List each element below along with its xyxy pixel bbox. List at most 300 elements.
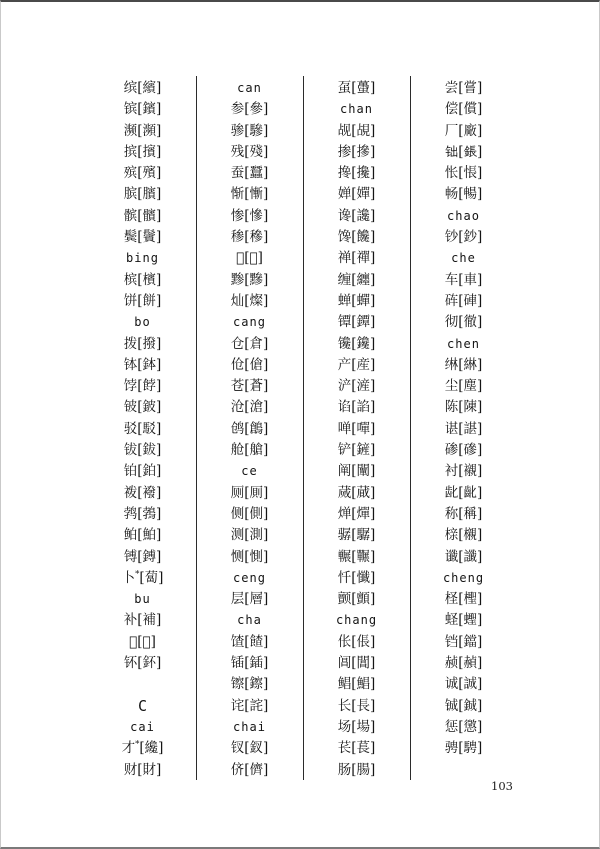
simplified-char: 拨 bbox=[123, 335, 138, 352]
traditional-char: [鯧] bbox=[351, 676, 376, 693]
traditional-char: [撥] bbox=[137, 335, 162, 352]
simplified-char: 车 bbox=[444, 271, 459, 288]
traditional-char: [鏟] bbox=[351, 442, 376, 459]
traditional-char: [鑱] bbox=[351, 335, 376, 352]
entry-row bbox=[303, 355, 410, 376]
entry-row bbox=[196, 547, 303, 568]
entry-row bbox=[89, 184, 196, 205]
simplified-char: 镡 bbox=[337, 314, 352, 331]
column-3 bbox=[303, 78, 410, 781]
traditional-char: [驂] bbox=[244, 122, 269, 139]
entry-row bbox=[196, 483, 303, 504]
simplified-char: 钹 bbox=[123, 442, 138, 459]
traditional-char: [鈹] bbox=[137, 399, 162, 416]
simplified-char: 舱 bbox=[230, 442, 245, 459]
entry-row bbox=[196, 163, 303, 184]
entry-row bbox=[89, 461, 196, 482]
entry-row bbox=[303, 760, 410, 781]
simplified-char: 衬 bbox=[444, 463, 459, 480]
simplified-char: 鹁 bbox=[123, 505, 138, 522]
simplified-char: 惨 bbox=[230, 207, 245, 224]
entry-row bbox=[410, 312, 517, 333]
traditional-char: [黲] bbox=[244, 271, 269, 288]
simplified-char: 厂 bbox=[444, 122, 459, 139]
simplified-char: 禅 bbox=[337, 250, 352, 267]
entry-row bbox=[410, 717, 517, 738]
entry-row bbox=[89, 653, 196, 674]
simplified-char: 鲳 bbox=[337, 676, 352, 693]
traditional-char: [參] bbox=[244, 101, 269, 118]
traditional-char: [補] bbox=[137, 612, 162, 629]
column-2 bbox=[196, 78, 303, 781]
entry-row bbox=[303, 248, 410, 269]
simplified-char: 怅 bbox=[444, 165, 459, 182]
entry-row bbox=[196, 397, 303, 418]
entry-row bbox=[89, 121, 196, 142]
traditional-char: [蔔] bbox=[139, 569, 164, 586]
entry-row bbox=[196, 270, 303, 291]
entry-row bbox=[303, 568, 410, 589]
traditional-char: [側] bbox=[244, 505, 269, 522]
entry-row bbox=[303, 227, 410, 248]
entry-row bbox=[410, 78, 517, 99]
simplified-char: 层 bbox=[230, 591, 245, 608]
simplified-char: 铛 bbox=[444, 633, 459, 650]
traditional-char: [鶬] bbox=[244, 420, 269, 437]
entry-row bbox=[410, 461, 517, 482]
entry-row bbox=[89, 738, 196, 759]
entry-row bbox=[89, 206, 196, 227]
entry-row bbox=[303, 674, 410, 695]
entry-row bbox=[89, 142, 196, 163]
entry-row bbox=[410, 738, 517, 759]
simplified-char: 钗 bbox=[230, 740, 245, 757]
traditional-char: [燀] bbox=[351, 505, 376, 522]
entry-row bbox=[196, 248, 303, 269]
simplified-char: 测 bbox=[230, 527, 245, 544]
simplified-char: 场 bbox=[337, 718, 352, 735]
entry-row bbox=[196, 632, 303, 653]
entry-row bbox=[410, 142, 517, 163]
simplified-char: 镵 bbox=[337, 335, 352, 352]
traditional-char: [餑] bbox=[137, 378, 162, 395]
simplified-char: 𬖁 bbox=[236, 250, 245, 267]
entry-row bbox=[303, 653, 410, 674]
traditional-char: [場] bbox=[351, 718, 376, 735]
simplified-char: 锸 bbox=[230, 655, 245, 672]
simplified-char: 冁 bbox=[337, 548, 352, 565]
entry-row bbox=[89, 227, 196, 248]
simplified-char: 钞 bbox=[444, 229, 459, 246]
entry-row bbox=[303, 525, 410, 546]
entry-row bbox=[303, 483, 410, 504]
simplified-char: 残 bbox=[230, 143, 245, 160]
pinyin-header: bu bbox=[134, 592, 151, 607]
simplified-char: 鬓 bbox=[123, 229, 138, 246]
traditional-char: [燦] bbox=[244, 292, 269, 309]
entry-row bbox=[89, 397, 196, 418]
simplified-char: 畅 bbox=[444, 186, 459, 203]
traditional-char: [摻] bbox=[351, 143, 376, 160]
simplified-char: 铖 bbox=[444, 697, 459, 714]
traditional-char: [驏] bbox=[351, 527, 376, 544]
simplified-char: 龀 bbox=[444, 484, 459, 501]
simplified-char: 伧 bbox=[230, 356, 245, 373]
simplified-char: 𬊤 bbox=[337, 505, 352, 522]
entry-row bbox=[89, 610, 196, 631]
traditional-char: [纔] bbox=[139, 740, 164, 757]
simplified-char: 碜 bbox=[444, 442, 459, 459]
traditional-char: [纏] bbox=[351, 271, 376, 288]
simplified-char: 阐 bbox=[337, 463, 352, 480]
simplified-char: 侧 bbox=[230, 505, 245, 522]
entry-row bbox=[196, 440, 303, 461]
simplified-char: 𨱄 bbox=[444, 143, 459, 160]
traditional-char: [誠] bbox=[458, 676, 483, 693]
traditional-char: [鈈] bbox=[137, 655, 162, 672]
traditional-char: [綝] bbox=[458, 356, 483, 373]
entry-row bbox=[89, 760, 196, 781]
traditional-char: [倉] bbox=[244, 335, 269, 352]
simplified-char: 产 bbox=[337, 356, 352, 373]
simplified-char: 苌 bbox=[337, 740, 352, 757]
entry-row bbox=[410, 291, 517, 312]
blank-row bbox=[89, 674, 196, 695]
simplified-char: 铍 bbox=[123, 399, 138, 416]
traditional-char: [嘗] bbox=[458, 80, 483, 96]
traditional-char: [繽] bbox=[137, 80, 162, 96]
simplified-char: 补 bbox=[123, 612, 138, 629]
simplified-char: 殡 bbox=[123, 165, 138, 182]
simplified-char: 参 bbox=[230, 101, 245, 118]
simplified-char: 砗 bbox=[444, 292, 459, 309]
traditional-char: [暢] bbox=[458, 186, 483, 203]
entry-row bbox=[303, 504, 410, 525]
simplified-char: 馋 bbox=[337, 229, 352, 246]
traditional-char: [儕] bbox=[244, 761, 269, 778]
simplified-char: 濒 bbox=[123, 122, 138, 139]
entry-row bbox=[410, 419, 517, 440]
traditional-char: [鐺] bbox=[458, 633, 483, 650]
traditional-char: [殘] bbox=[244, 143, 269, 160]
traditional-char: [檉] bbox=[458, 591, 483, 608]
entry-row bbox=[410, 397, 517, 418]
traditional-char: [滄] bbox=[244, 399, 269, 416]
traditional-char: [償] bbox=[458, 101, 483, 118]
simplified-char: 赪 bbox=[444, 655, 459, 672]
entry-row bbox=[89, 568, 196, 589]
entry-row bbox=[196, 504, 303, 525]
entry-row bbox=[303, 696, 410, 717]
pinyin-header: chao bbox=[447, 208, 480, 223]
traditional-char: [鮊] bbox=[137, 527, 162, 544]
simplified-char: 镈 bbox=[123, 548, 138, 565]
entry-row bbox=[89, 483, 196, 504]
traditional-char: [廠] bbox=[458, 122, 483, 139]
entry-row bbox=[196, 696, 303, 717]
entry-row bbox=[196, 760, 303, 781]
entry-row bbox=[303, 461, 410, 482]
entry-row bbox=[410, 483, 517, 504]
traditional-char: [釵] bbox=[244, 740, 269, 757]
simplified-char: 镲 bbox=[230, 676, 245, 693]
traditional-char: [赬] bbox=[458, 655, 483, 672]
entry-row bbox=[89, 376, 196, 397]
entry-row bbox=[410, 121, 517, 142]
traditional-char: [齔] bbox=[458, 484, 483, 501]
simplified-char: 蚕 bbox=[230, 165, 245, 182]
traditional-char: [囅] bbox=[351, 548, 376, 565]
simplified-char: 苍 bbox=[230, 378, 245, 395]
traditional-char: [懲] bbox=[458, 718, 483, 735]
entry-row bbox=[196, 227, 303, 248]
traditional-char: [餷] bbox=[244, 633, 269, 650]
entry-row bbox=[196, 184, 303, 205]
traditional-char: [鵏] bbox=[137, 633, 156, 650]
entry-row bbox=[89, 547, 196, 568]
simplified-char: 铲 bbox=[337, 442, 352, 459]
simplified-char: 蛏 bbox=[444, 612, 459, 629]
simplified-char: 铂 bbox=[123, 463, 138, 480]
pinyin-header: cai bbox=[130, 719, 155, 734]
simplified-char: 榇 bbox=[444, 527, 459, 544]
simplified-char: 缠 bbox=[337, 271, 352, 288]
simplified-char: 谌 bbox=[444, 420, 459, 437]
simplified-char: 觇 bbox=[337, 122, 352, 139]
simplified-char: 髌 bbox=[123, 207, 138, 224]
entry-row bbox=[196, 653, 303, 674]
entry-row bbox=[303, 206, 410, 227]
simplified-char: 𫛛 bbox=[129, 633, 138, 650]
column-1 bbox=[89, 78, 196, 781]
simplified-char: 镔 bbox=[123, 101, 138, 118]
entry-row bbox=[410, 270, 517, 291]
traditional-char: [蠶] bbox=[244, 165, 269, 182]
simplified-char: 恻 bbox=[230, 548, 245, 565]
traditional-char: [陳] bbox=[458, 399, 483, 416]
pinyin-header: bing bbox=[126, 251, 159, 266]
simplified-char: 侪 bbox=[230, 761, 245, 778]
simplified-char: 称 bbox=[444, 505, 459, 522]
simplified-char: 搀 bbox=[337, 165, 352, 182]
simplified-char: 摈 bbox=[123, 143, 138, 160]
simplified-char: 驳 bbox=[123, 420, 138, 437]
simplified-char: 袯 bbox=[123, 484, 138, 501]
traditional-char: [騁] bbox=[458, 740, 483, 757]
traditional-char: [駁] bbox=[137, 420, 162, 437]
traditional-char: [鉑] bbox=[137, 463, 162, 480]
entry-row bbox=[410, 440, 517, 461]
simplified-char: 诚 bbox=[444, 676, 459, 693]
traditional-char: [顫] bbox=[351, 591, 376, 608]
entry-row bbox=[303, 334, 410, 355]
entry-row bbox=[410, 632, 517, 653]
pinyin-header: chan bbox=[340, 102, 373, 117]
entry-row bbox=[303, 312, 410, 333]
entry-row bbox=[410, 547, 517, 568]
section-letter: C bbox=[137, 696, 148, 715]
traditional-char: [硨] bbox=[458, 292, 483, 309]
page-number: 103 bbox=[491, 779, 513, 793]
simplified-char: 尘 bbox=[444, 378, 459, 395]
traditional-char: [鈔] bbox=[458, 229, 483, 246]
entry-row bbox=[196, 355, 303, 376]
traditional-char: [慘] bbox=[244, 207, 269, 224]
simplified-char: 婵 bbox=[337, 186, 352, 203]
traditional-char: [臏] bbox=[137, 186, 162, 203]
entry-row bbox=[89, 270, 196, 291]
traditional-char: [攙] bbox=[351, 165, 376, 182]
traditional-char: [鈸] bbox=[137, 442, 162, 459]
simplified-char: 缤 bbox=[123, 80, 138, 96]
traditional-char: [産] bbox=[351, 356, 376, 373]
traditional-char: [詫] bbox=[244, 697, 269, 714]
entry-row bbox=[89, 355, 196, 376]
simplified-char: 钵 bbox=[123, 356, 138, 373]
entry-row bbox=[303, 291, 410, 312]
simplified-char: 长 bbox=[337, 697, 352, 714]
traditional-char: [讖] bbox=[458, 548, 483, 565]
traditional-char: [鑔] bbox=[244, 676, 269, 693]
traditional-char: [蟶] bbox=[458, 612, 483, 629]
entry-row bbox=[303, 163, 410, 184]
pinyin-header: chai bbox=[233, 719, 266, 734]
traditional-char: [鐔] bbox=[351, 314, 376, 331]
traditional-char: [鉢] bbox=[137, 356, 162, 373]
entry-row bbox=[303, 738, 410, 759]
entry-row bbox=[89, 78, 196, 99]
entry-row bbox=[410, 99, 517, 120]
traditional-char: [嬋] bbox=[351, 186, 376, 203]
simplified-char: 彻 bbox=[444, 314, 459, 331]
entry-row bbox=[303, 184, 410, 205]
pinyin-header: cha bbox=[237, 613, 262, 628]
traditional-char: [車] bbox=[458, 271, 483, 288]
simplified-char: 柽 bbox=[444, 591, 459, 608]
pinyin-header: ceng bbox=[233, 570, 266, 585]
entry-row bbox=[89, 99, 196, 120]
simplified-char: 财 bbox=[123, 761, 138, 778]
simplified-char: 膑 bbox=[123, 186, 138, 203]
simplified-char: 卜 bbox=[121, 569, 136, 586]
entry-row bbox=[410, 525, 517, 546]
traditional-char: [闡] bbox=[351, 463, 376, 480]
simplified-char: 陈 bbox=[444, 399, 459, 416]
entry-row bbox=[303, 270, 410, 291]
traditional-char: [慚] bbox=[244, 186, 269, 203]
traditional-char: [蒼] bbox=[244, 378, 269, 395]
character-table bbox=[89, 78, 517, 781]
star-mark: * bbox=[135, 569, 140, 580]
traditional-char: [襏] bbox=[137, 484, 162, 501]
traditional-char: [惻] bbox=[244, 548, 269, 565]
simplified-char: 阊 bbox=[337, 655, 352, 672]
simplified-char: 伥 bbox=[337, 633, 352, 650]
pinyin-header: bo bbox=[134, 315, 151, 330]
traditional-char: [萇] bbox=[351, 740, 376, 757]
traditional-char: [殯] bbox=[137, 165, 162, 182]
simplified-char: 颤 bbox=[337, 591, 352, 608]
pinyin-header: ce bbox=[241, 464, 258, 479]
entry-row bbox=[196, 291, 303, 312]
entry-row bbox=[303, 121, 410, 142]
traditional-char: [瀕] bbox=[137, 122, 162, 139]
traditional-char: [鋹] bbox=[458, 143, 483, 160]
entry-row bbox=[89, 163, 196, 184]
entry-row bbox=[410, 184, 517, 205]
entry-row bbox=[196, 589, 303, 610]
entry-row bbox=[303, 376, 410, 397]
simplified-char: 鲌 bbox=[123, 527, 138, 544]
traditional-char: [諶] bbox=[458, 420, 483, 437]
entry-row bbox=[89, 632, 196, 653]
simplified-char: 才 bbox=[121, 740, 136, 757]
entry-row bbox=[196, 376, 303, 397]
traditional-char: [財] bbox=[137, 761, 162, 778]
entry-row bbox=[196, 525, 303, 546]
entry-row bbox=[89, 419, 196, 440]
simplified-char: 䅟 bbox=[230, 229, 245, 246]
simplified-char: 骋 bbox=[444, 740, 459, 757]
simplified-char: 肠 bbox=[337, 761, 352, 778]
simplified-char: 灿 bbox=[230, 292, 245, 309]
traditional-char: [閶] bbox=[351, 655, 376, 672]
entry-row bbox=[410, 589, 517, 610]
entry-row bbox=[196, 142, 303, 163]
traditional-char: [懺] bbox=[351, 569, 376, 586]
traditional-char: [鵓] bbox=[137, 505, 162, 522]
traditional-char: [厠] bbox=[244, 484, 269, 501]
traditional-char: [饞] bbox=[351, 229, 376, 246]
pinyin-header: cheng bbox=[442, 570, 485, 585]
entry-row bbox=[303, 419, 410, 440]
entry-row bbox=[410, 376, 517, 397]
entry-row bbox=[303, 142, 410, 163]
entry-row bbox=[196, 121, 303, 142]
entry-row bbox=[303, 440, 410, 461]
traditional-char: [稱] bbox=[458, 505, 483, 522]
star-mark: * bbox=[135, 739, 140, 750]
entry-row bbox=[196, 334, 303, 355]
entry-row bbox=[410, 674, 517, 695]
simplified-char: 黪 bbox=[230, 271, 245, 288]
simplified-char: 尝 bbox=[444, 80, 459, 96]
entry-row bbox=[410, 653, 517, 674]
traditional-char: [艙] bbox=[244, 442, 269, 459]
entry-row bbox=[410, 355, 517, 376]
entry-row bbox=[303, 589, 410, 610]
simplified-char: 钚 bbox=[123, 655, 138, 672]
traditional-char: [磣] bbox=[458, 442, 483, 459]
entry-row bbox=[89, 440, 196, 461]
traditional-char: [諂] bbox=[351, 399, 376, 416]
traditional-char: [嘽] bbox=[351, 420, 376, 437]
simplified-char: 谗 bbox=[337, 207, 352, 224]
entry-row bbox=[303, 717, 410, 738]
simplified-char: 饽 bbox=[123, 378, 138, 395]
simplified-char: 蝉 bbox=[337, 292, 352, 309]
column-4 bbox=[410, 78, 517, 781]
entry-row bbox=[196, 419, 303, 440]
simplified-char: 惭 bbox=[230, 186, 245, 203]
simplified-char: 谄 bbox=[337, 399, 352, 416]
traditional-char: [傖] bbox=[244, 356, 269, 373]
simplified-char: 虿 bbox=[337, 80, 352, 96]
pinyin-header: che bbox=[451, 251, 476, 266]
traditional-char: [腸] bbox=[351, 761, 376, 778]
simplified-char: 诧 bbox=[230, 697, 245, 714]
traditional-char: [層] bbox=[244, 591, 269, 608]
